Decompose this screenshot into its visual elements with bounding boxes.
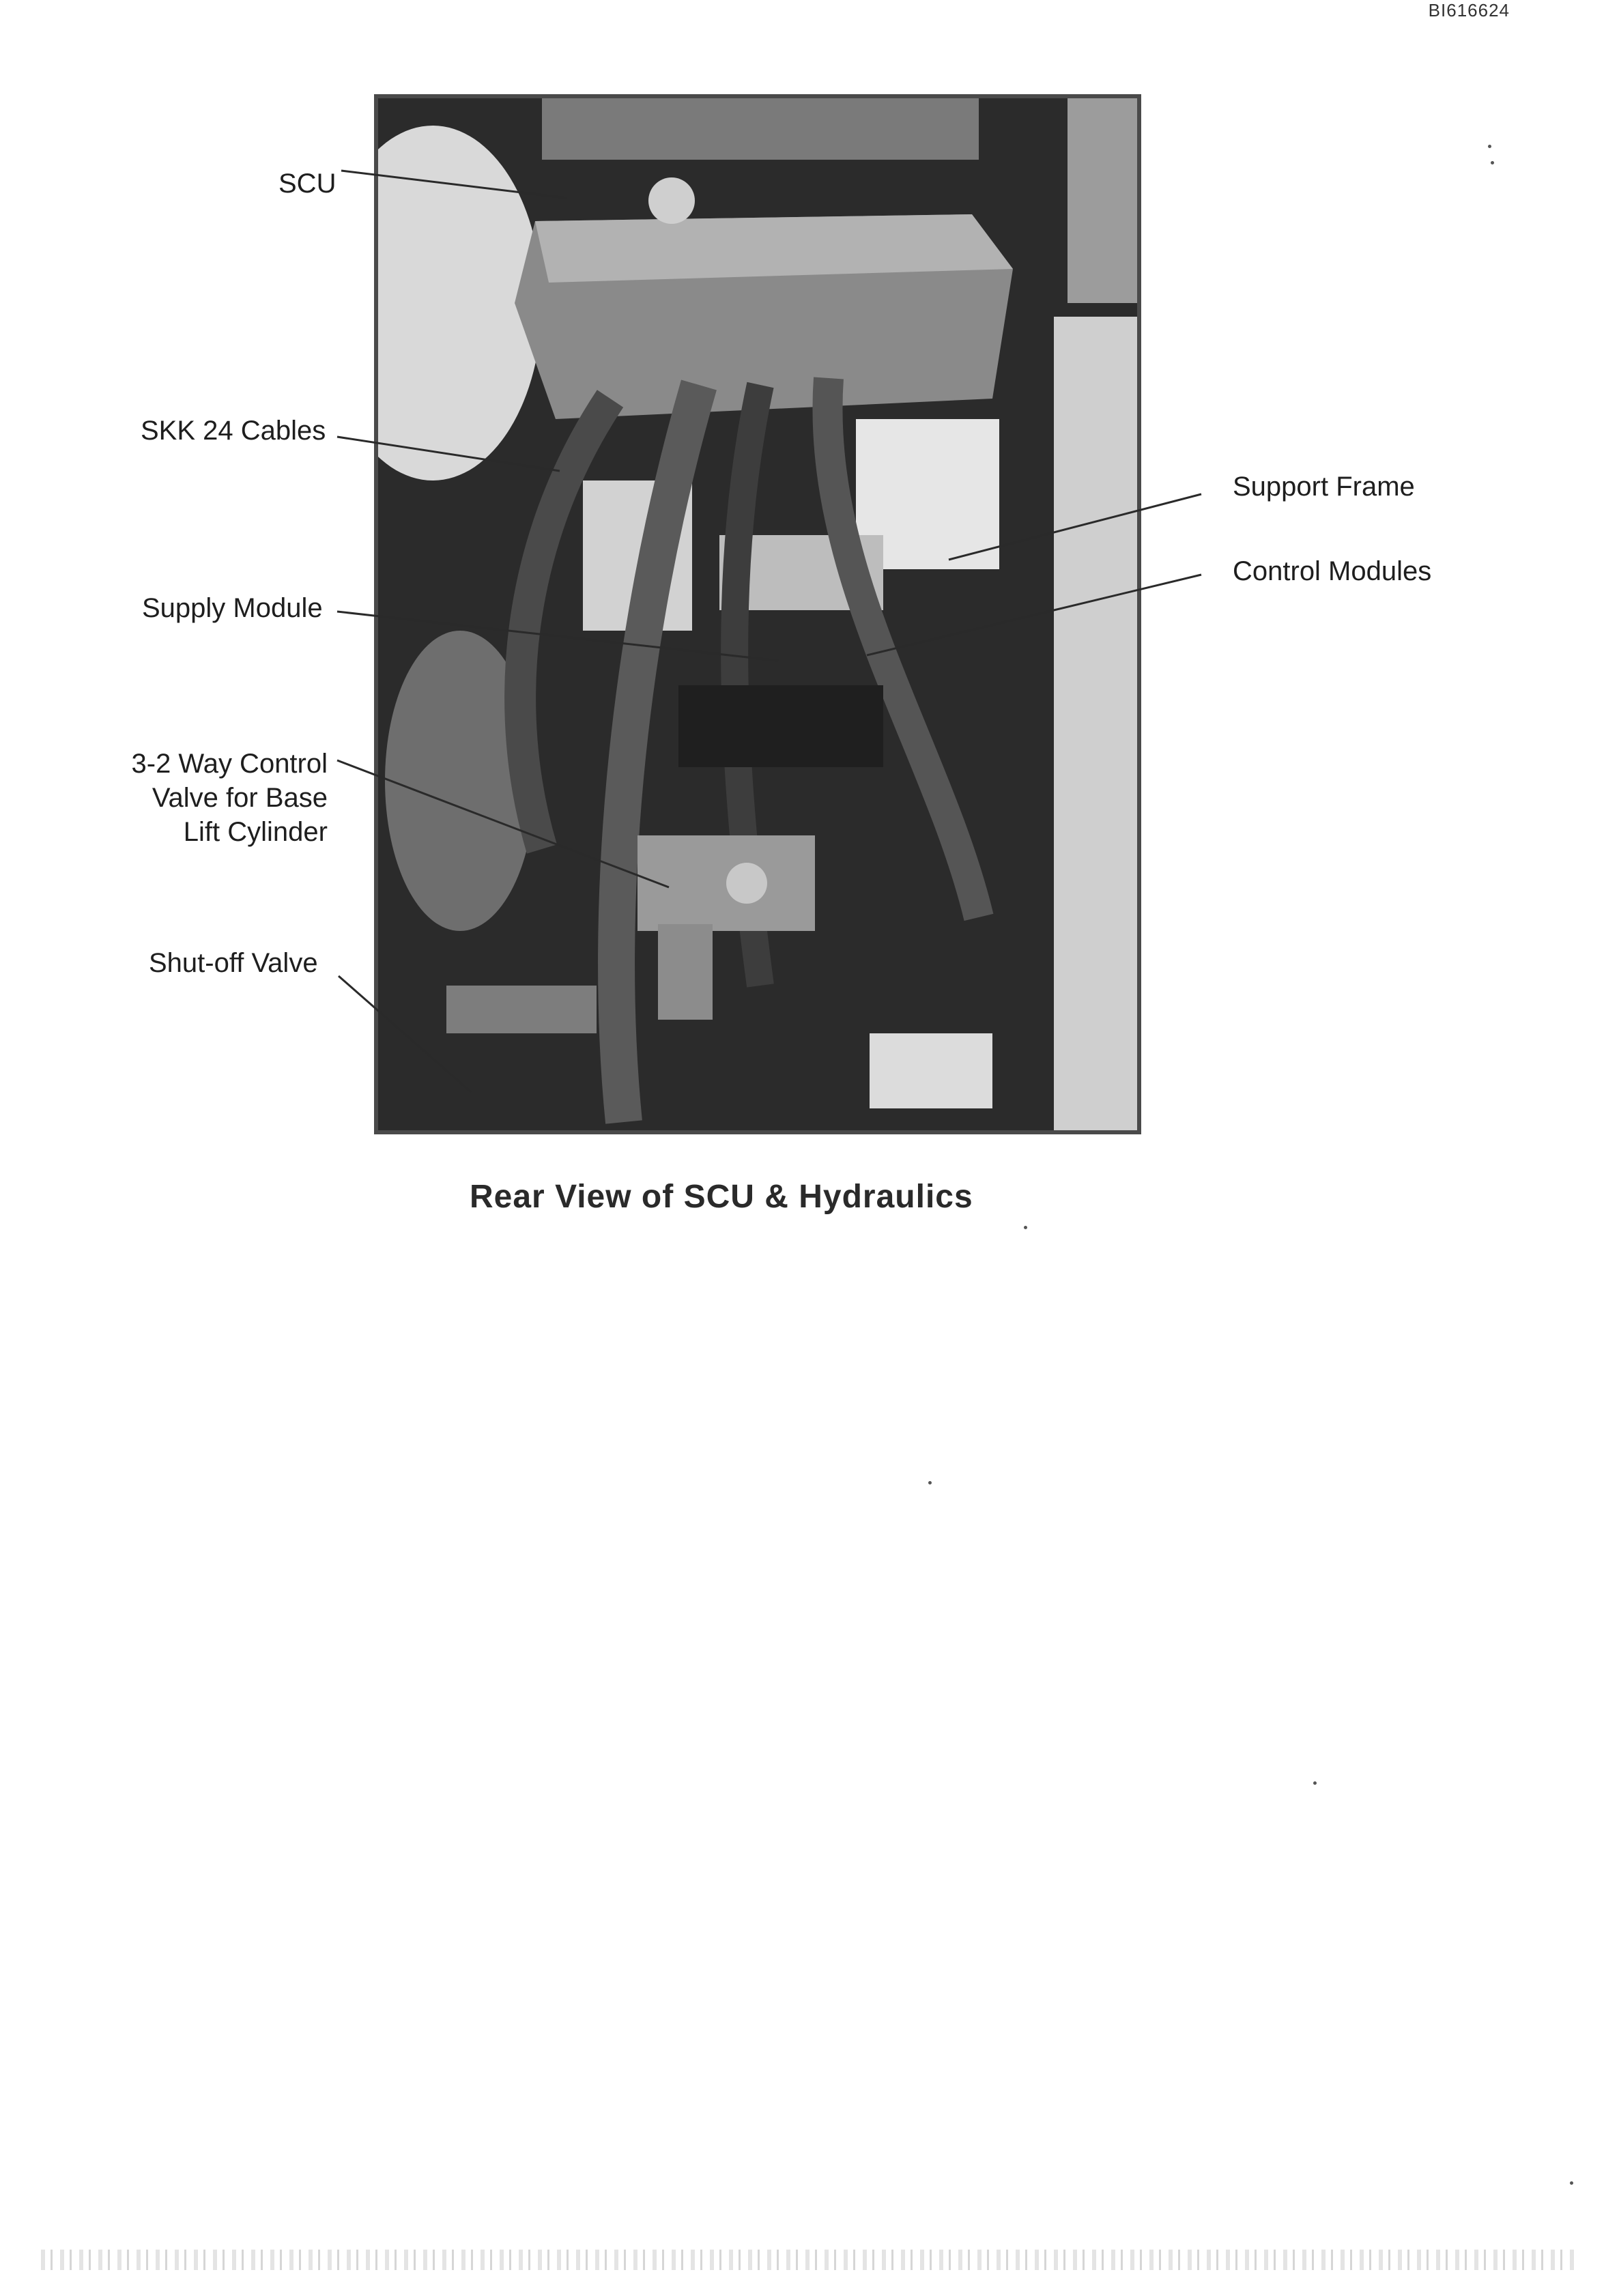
scan-speck xyxy=(1024,1226,1027,1229)
scan-noise-strip xyxy=(41,2250,1578,2270)
scan-speck xyxy=(1488,145,1491,148)
scan-speck xyxy=(1491,161,1494,164)
callout-supply-module: Supply Module xyxy=(142,593,323,623)
callout-shutoff-valve: Shut-off Valve xyxy=(149,948,318,978)
figure-caption: Rear View of SCU & Hydraulics xyxy=(470,1179,973,1215)
equipment-photo xyxy=(374,94,1141,1134)
scan-speck xyxy=(1313,1781,1317,1785)
callout-scu: SCU xyxy=(278,169,336,199)
callout-control-valve-line2: Valve for Base xyxy=(152,783,328,813)
scan-speck xyxy=(1570,2181,1573,2185)
callout-control-valve-line1: 3-2 Way Control xyxy=(131,749,328,779)
document-id: BI616624 xyxy=(1428,0,1510,20)
callout-control-modules: Control Modules xyxy=(1233,556,1432,586)
callout-control-valve xyxy=(102,747,328,849)
callout-skk-24-cables: SKK 24 Cables xyxy=(141,416,326,446)
callout-control-valve-line3: Lift Cylinder xyxy=(183,817,328,847)
callout-support-frame: Support Frame xyxy=(1233,472,1415,502)
scan-speck xyxy=(928,1481,932,1484)
